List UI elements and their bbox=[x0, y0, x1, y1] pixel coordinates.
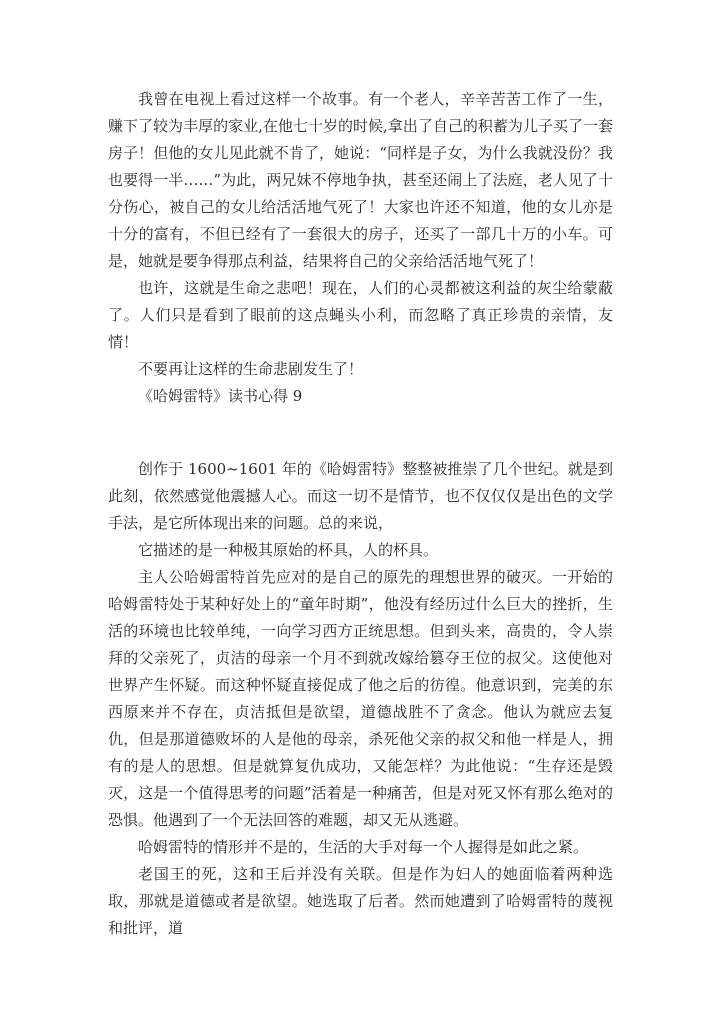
section-gap bbox=[108, 410, 613, 456]
paragraph-reflection: 也许，这就是生命之悲吧！现在，人们的心灵都被这利益的灰尘给蒙蔽了。人们只是看到了眼前的这点蝇头小利，而忽略了真正珍贵的亲情，友情！ bbox=[108, 279, 613, 351]
paragraph-situation: 哈姆雷特的情形并不是的，生活的大手对每一个人握得是如此之紧。 bbox=[138, 838, 589, 856]
paragraph-tragedy: 它描述的是一种极其原始的杯具，人的杯具。 bbox=[138, 541, 439, 559]
paragraph-appeal: 不要再让这样的生命悲剧发生了！ bbox=[138, 360, 364, 378]
paragraph-intro: 创作于 1600~1601 年的《哈姆雷特》整整被推崇了几个世纪。就是到此刻，依然感觉他震撼人心。而这一切不是情节，也不仅仅仅是出色的文学手法，是它所体现出来的问题。总的来说， bbox=[108, 460, 613, 532]
paragraph-protagonist: 主人公哈姆雷特首先应对的是自己的原先的理想世界的破灭。一开始的哈姆雷特处于某种好处上的“童年时期”，他没有经历过什么巨大的挫折，生活的环境也比较单纯，一向学习西方正统思想。但到头来，高贵的，令人崇拜的父亲死了，贞洁的母亲一个月不到就改嫁给篡夺王位的叔父。这使他对世界产生怀疑。而这种怀疑直接促成了他之后的彷徨。他意识到，完美的东西原来并不存在，贞洁抵但是欲望，道德战胜不了贪念。他认为就应去复仇，但是那道德败坏的人是他的母亲，杀死他父亲的叔父和他一样是人，拥有的是人的思想。但是就算复仇成功，又能怎样？为此他说：“生存还是毁灭，这是一个值得思考的问题”活着是一种痛苦，但是对死又怀有那么绝对的恐惧。他遇到了一个无法回答的难题，却又无从逃避。 bbox=[108, 568, 613, 829]
paragraph-story: 我曾在电视上看过这样一个故事。有一个老人，辛辛苦苦工作了一生，赚下了较为丰厚的家业,在他七十岁的时候,拿出了自己的积蓄为儿子买了一套房子！但他的女儿见此就不肯了，她说：“同样是子女，为什么我就没份？我也要得一半……”为此，两兄妹不停地争执，甚至还闹上了法庭，老人见了十分伤心，被自己的女儿给活活地气死了！大家也许还不知道，他的女儿亦是十分的富有，不但已经有了一套很大的房子，还买了一部几十万的小车。可是，她就是要争得那点利益，结果将自己的父亲给活活地气死了！ bbox=[108, 90, 613, 270]
document-body bbox=[108, 86, 613, 942]
paragraph-queen: 老国王的死，这和王后并没有关联。但是作为妇人的她面临着两种选取，那就是道德或者是欲望。她选取了后者。然而她遭到了哈姆雷特的蔑视和批评，道 bbox=[108, 865, 613, 937]
section-title: 《哈姆雷特》读书心得 9 bbox=[138, 387, 303, 405]
